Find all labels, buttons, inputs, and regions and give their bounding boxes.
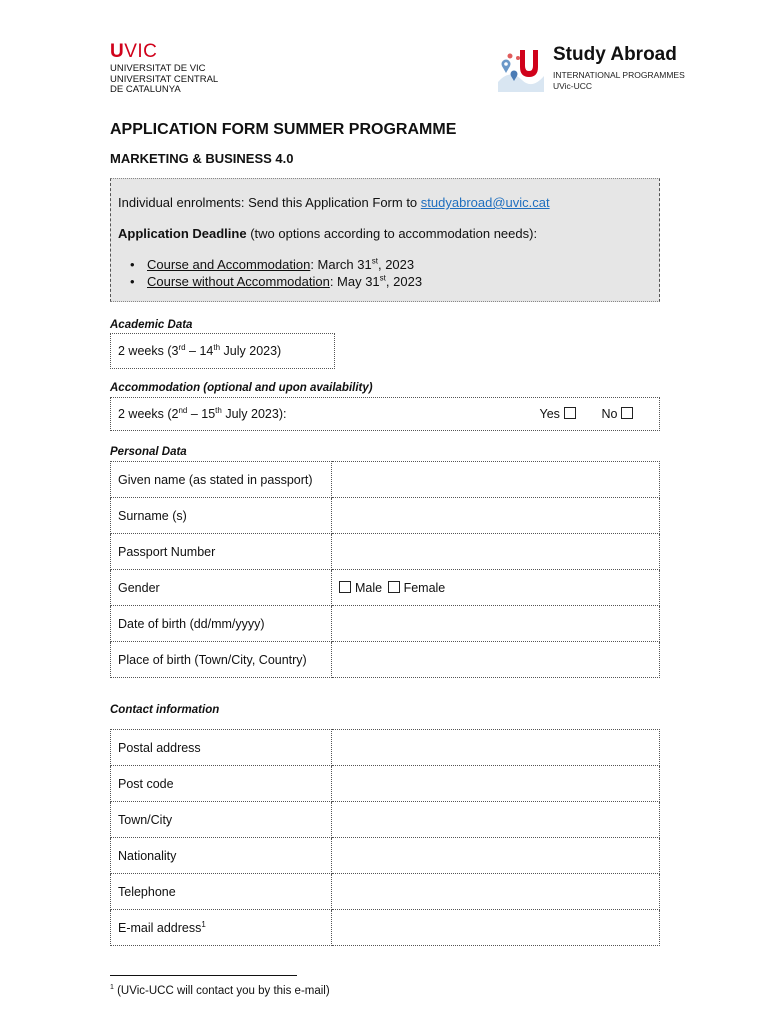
accommodation-no-checkbox[interactable] <box>621 407 633 419</box>
deadline-heading: Application Deadline (two options according to accommodation needs): <box>118 226 538 241</box>
table-row <box>111 910 660 946</box>
study-abroad-map-pins-icon <box>496 46 548 92</box>
table-row <box>111 498 660 534</box>
deadline-option: • Course and Accommodation: March 31st, 2023 <box>127 256 422 273</box>
place-of-birth-field[interactable] <box>332 642 660 678</box>
personal-data-table <box>110 461 660 678</box>
passport-number-field[interactable] <box>332 534 660 570</box>
table-row <box>111 570 660 606</box>
accommodation-yes-option: Yes <box>540 407 576 421</box>
surname-field[interactable] <box>332 498 660 534</box>
place-of-birth-label: Place of birth (Town/City, Country) <box>111 642 332 678</box>
gender-male-checkbox[interactable] <box>339 581 351 593</box>
accommodation-table <box>110 397 660 431</box>
postal-address-field[interactable] <box>332 730 660 766</box>
post-code-field[interactable] <box>332 766 660 802</box>
table-row <box>111 606 660 642</box>
deadline-option: • Course without Accommodation: May 31st, 2023 <box>127 273 422 290</box>
passport-number-label: Passport Number <box>111 534 332 570</box>
enrolment-info-box <box>110 178 660 302</box>
date-of-birth-field[interactable] <box>332 606 660 642</box>
accommodation-cell <box>111 398 660 431</box>
uvic-logo-text <box>110 64 218 96</box>
accommodation-period: 2 weeks (2nd – 15th July 2023): <box>118 405 287 421</box>
uvic-logo <box>110 42 218 96</box>
footnote-reference: 1 <box>201 919 206 929</box>
telephone-field[interactable] <box>332 874 660 910</box>
study-abroad-logo <box>496 44 706 94</box>
uvic-logo-line: UNIVERSITAT DE VIC <box>110 63 206 74</box>
uvic-wordmark: UVIC <box>110 41 158 62</box>
post-code-label: Post code <box>111 766 332 802</box>
footnote: $^1$ (UVic-UCC will contact you by this e-mail) <box>110 984 330 997</box>
academic-period-cell: 2 weeks (3rd – 14th July 2023) <box>111 334 335 369</box>
uvic-logo-line: UNIVERSITAT CENTRAL <box>110 73 219 85</box>
gender-female-label: Female <box>403 580 446 595</box>
enrolment-instruction: Individual enrolments: Send this Application Form to studyabroad@uvic.cat <box>118 195 550 210</box>
gender-field <box>332 570 660 606</box>
nationality-label: Nationality <box>111 838 332 874</box>
table-row <box>111 874 660 910</box>
accommodation-no-option: No <box>602 407 634 421</box>
table-row <box>111 534 660 570</box>
academic-data-label: Academic Data <box>110 319 193 331</box>
form-title: APPLICATION FORM SUMMER PROGRAMME <box>110 121 457 138</box>
given-name-field[interactable] <box>332 462 660 498</box>
gender-female-checkbox[interactable] <box>388 581 400 593</box>
table-row <box>111 802 660 838</box>
postal-address-label: Postal address <box>111 730 332 766</box>
nationality-field[interactable] <box>332 838 660 874</box>
email-address-field[interactable] <box>332 910 660 946</box>
study-abroad-title: Study Abroad <box>553 44 677 65</box>
email-link[interactable]: studyabroad@uvic.cat <box>420 195 550 210</box>
personal-data-label: Personal Data <box>110 446 187 458</box>
telephone-label: Telephone <box>111 874 332 910</box>
contact-information-table <box>110 729 660 946</box>
town-city-field[interactable] <box>332 802 660 838</box>
deadline-options-list <box>127 256 422 290</box>
table-row <box>111 838 660 874</box>
email-address-label: E-mail address$^1$ <box>111 910 332 946</box>
accommodation-yes-checkbox[interactable] <box>564 407 576 419</box>
given-name-label: Given name (as stated in passport) <box>111 462 332 498</box>
academic-data-table <box>110 333 335 369</box>
date-of-birth-label: Date of birth (dd/mm/yyyy) <box>111 606 332 642</box>
gender-male-label: Male <box>355 580 383 595</box>
table-row <box>111 642 660 678</box>
table-row <box>111 462 660 498</box>
footnote-divider <box>110 975 297 976</box>
table-row <box>111 766 660 802</box>
study-abroad-line: INTERNATIONAL PROGRAMMES <box>553 70 685 80</box>
study-abroad-subtitle <box>553 70 685 92</box>
table-row <box>111 730 660 766</box>
study-abroad-line: UVic-UCC <box>553 81 593 91</box>
surname-label: Surname (s) <box>111 498 332 534</box>
uvic-logo-line: DE CATALUNYA <box>110 84 181 95</box>
gender-label: Gender <box>111 570 332 606</box>
contact-information-label: Contact information <box>110 704 220 716</box>
programme-subtitle: MARKETING & BUSINESS 4.0 <box>110 151 294 166</box>
accommodation-label: Accommodation (optional and upon availability) <box>110 382 373 394</box>
town-city-label: Town/City <box>111 802 332 838</box>
